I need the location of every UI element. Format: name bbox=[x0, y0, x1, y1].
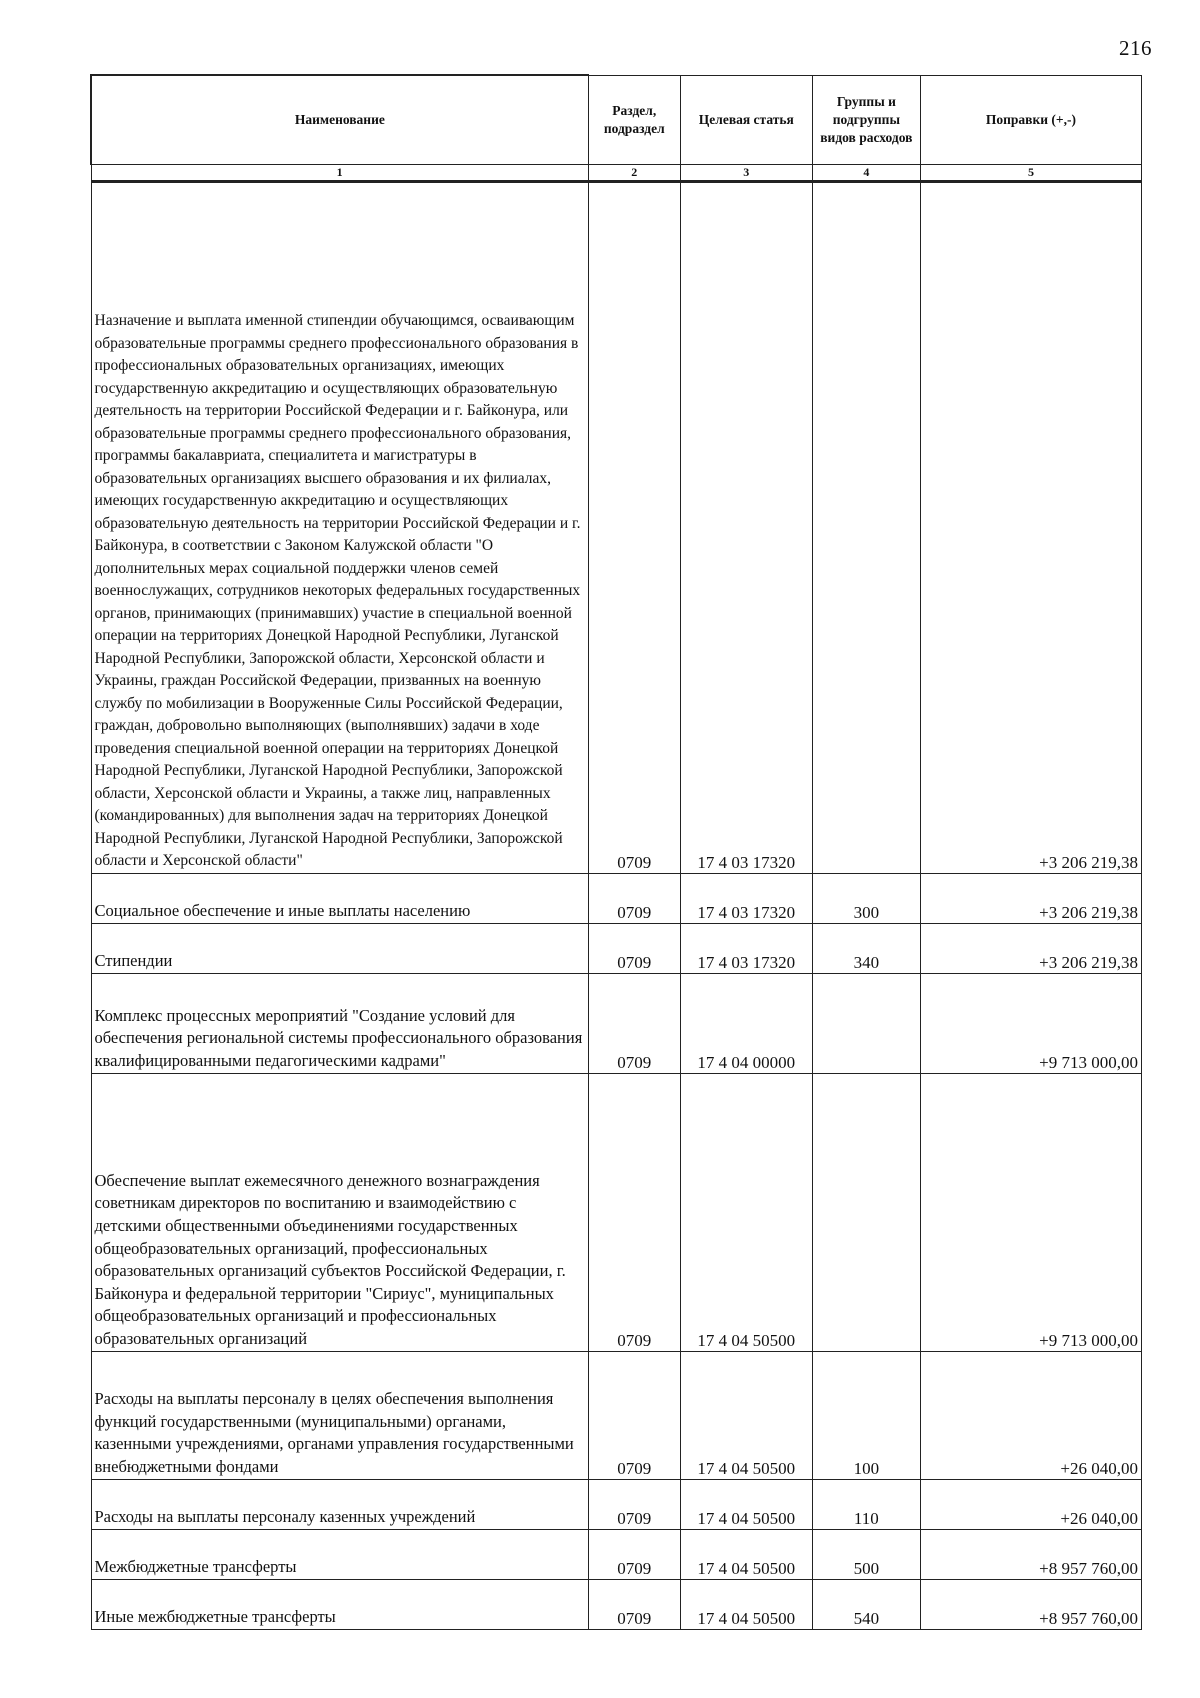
row-target: 17 4 04 00000 bbox=[680, 973, 812, 1073]
table-row bbox=[91, 1579, 1142, 1629]
row-section: 0709 bbox=[588, 1579, 680, 1629]
row-name: Межбюджетные трансферты bbox=[91, 1529, 588, 1579]
row-section: 0709 bbox=[588, 1479, 680, 1529]
row-amount: +26 040,00 bbox=[920, 1479, 1141, 1529]
row-name: Обеспечение выплат ежемесячного денежного вознаграждения советникам директоров по воспитанию и взаимодействию с детскими общественными объединениями государственных общеобразовательных организаций, профессиональных образовательных организаций субъектов Российской Федерации, г. Байконура и федеральной территории "Сириус", муниципальных общеобразовательных организаций и профессиональных образовательных организаций bbox=[91, 1073, 588, 1351]
row-target: 17 4 03 17320 bbox=[680, 181, 812, 873]
header-section: Раздел, подраздел bbox=[588, 75, 680, 164]
table-row bbox=[91, 1073, 1142, 1351]
header-name: Наименование bbox=[91, 75, 588, 164]
table-row bbox=[91, 973, 1142, 1073]
row-group: 540 bbox=[812, 1579, 920, 1629]
row-group: 110 bbox=[812, 1479, 920, 1529]
table-row bbox=[91, 873, 1142, 923]
row-group: 100 bbox=[812, 1351, 920, 1479]
row-section: 0709 bbox=[588, 181, 680, 873]
column-number: 3 bbox=[680, 164, 812, 181]
row-target: 17 4 03 17320 bbox=[680, 923, 812, 973]
column-number: 5 bbox=[920, 164, 1141, 181]
page-number: 216 bbox=[1119, 36, 1152, 60]
row-amount: +3 206 219,38 bbox=[920, 923, 1141, 973]
row-name: Расходы на выплаты персоналу казенных учреждений bbox=[91, 1479, 588, 1529]
row-section: 0709 bbox=[588, 923, 680, 973]
header-row bbox=[91, 75, 1142, 164]
row-group: 340 bbox=[812, 923, 920, 973]
row-amount: +3 206 219,38 bbox=[920, 181, 1141, 873]
row-section: 0709 bbox=[588, 973, 680, 1073]
row-target: 17 4 03 17320 bbox=[680, 873, 812, 923]
table-row bbox=[91, 181, 1142, 873]
row-amount: +9 713 000,00 bbox=[920, 973, 1141, 1073]
row-section: 0709 bbox=[588, 1351, 680, 1479]
row-group bbox=[812, 181, 920, 873]
row-name: Комплекс процессных мероприятий "Создание условий для обеспечения региональной системы профессионального образования квалифицированными педагогическими кадрами" bbox=[91, 973, 588, 1073]
row-section: 0709 bbox=[588, 1529, 680, 1579]
row-group bbox=[812, 973, 920, 1073]
column-number: 1 bbox=[91, 164, 588, 181]
row-group bbox=[812, 1073, 920, 1351]
row-name: Социальное обеспечение и иные выплаты населению bbox=[91, 873, 588, 923]
row-group: 500 bbox=[812, 1529, 920, 1579]
row-group: 300 bbox=[812, 873, 920, 923]
column-number: 4 bbox=[812, 164, 920, 181]
header-group: Группы и подгруппы видов расходов bbox=[812, 75, 920, 164]
row-amount: +8 957 760,00 bbox=[920, 1529, 1141, 1579]
row-section: 0709 bbox=[588, 1073, 680, 1351]
row-target: 17 4 04 50500 bbox=[680, 1529, 812, 1579]
table-row bbox=[91, 923, 1142, 973]
row-section: 0709 bbox=[588, 873, 680, 923]
row-name: Иные межбюджетные трансферты bbox=[91, 1579, 588, 1629]
table-row bbox=[91, 1529, 1142, 1579]
table-row bbox=[91, 1351, 1142, 1479]
row-amount: +9 713 000,00 bbox=[920, 1073, 1141, 1351]
row-target: 17 4 04 50500 bbox=[680, 1073, 812, 1351]
row-name: Расходы на выплаты персоналу в целях обеспечения выполнения функций государственными (муниципальными) органами, казенными учреждениями, органами управления государственными внебюджетными фондами bbox=[91, 1351, 588, 1479]
row-target: 17 4 04 50500 bbox=[680, 1351, 812, 1479]
row-amount: +3 206 219,38 bbox=[920, 873, 1141, 923]
header-amount: Поправки (+,-) bbox=[920, 75, 1141, 164]
table-row bbox=[91, 1479, 1142, 1529]
row-target: 17 4 04 50500 bbox=[680, 1479, 812, 1529]
row-amount: +26 040,00 bbox=[920, 1351, 1141, 1479]
row-name: Назначение и выплата именной стипендии обучающимся, осваивающим образовательные программы среднего профессионального образования в профессиональных образовательных организациях, имеющих государственную аккредитацию и осуществляющих образовательную деятельность на территории Российской Федерации и г. Байконура, или образовательные программы среднего профессионального образования, программы бакалавриата, специалитета и магистратуры в образовательных организациях высшего образования и их филиалах, имеющих государственную аккредитацию и осуществляющих образовательную деятельность на территории Российской Федерации и г. Байконура, в соответствии с Законом Калужской области "О дополнительных мерах социальной поддержки членов семей военнослужащих, сотрудников некоторых федеральных государственных органов, принимающих (принимавших) участие в специальной военной операции на территориях Донецкой Народной Республики, Луганской Народной Республики, Запорожской области, Херсонской области и Украины, граждан Российской Федерации, призванных на военную службу по мобилизации в Вооруженные Силы Российской Федерации, граждан, добровольно выполняющих (выполнявших) задачи в ходе проведения специальной военной операции на территориях Донецкой Народной Республики, Луганской Народной Республики, Запорожской области, Херсонской области и Украины, а также лиц, направленных (командированных) для выполнения задач на территориях Донецкой Народной Республики, Луганской Народной Республики, Запорожской области и Херсонской области" bbox=[91, 181, 588, 873]
budget-amendments-table bbox=[90, 74, 1142, 1630]
column-number-row bbox=[91, 164, 1142, 181]
row-target: 17 4 04 50500 bbox=[680, 1579, 812, 1629]
row-amount: +8 957 760,00 bbox=[920, 1579, 1141, 1629]
row-name: Стипендии bbox=[91, 923, 588, 973]
column-number: 2 bbox=[588, 164, 680, 181]
header-target: Целевая статья bbox=[680, 75, 812, 164]
